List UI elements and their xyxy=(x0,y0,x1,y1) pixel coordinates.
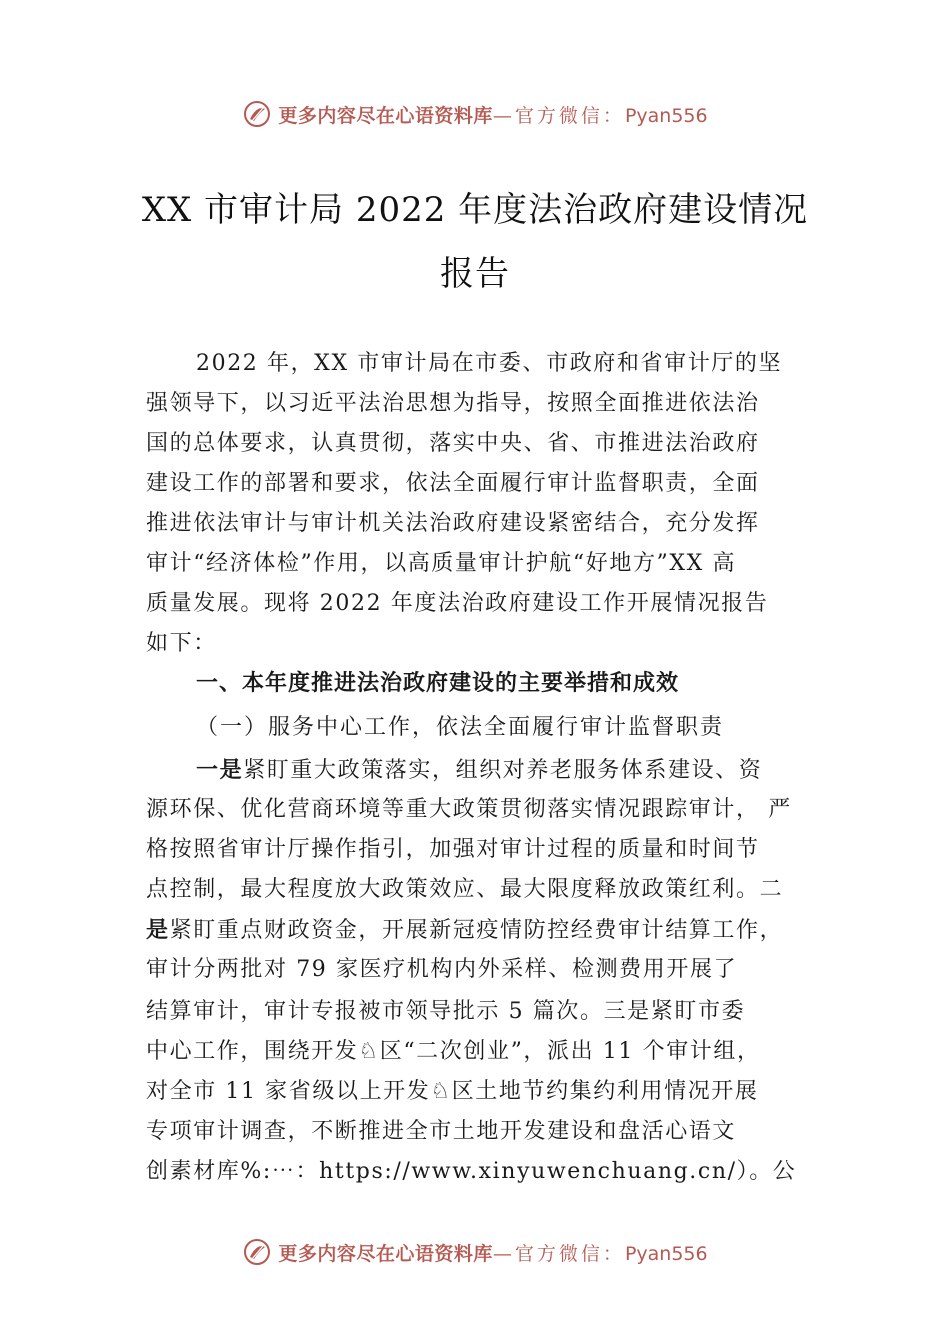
watermark-footer xyxy=(0,1232,950,1272)
subsection-heading: （一）服务中心工作，依法全面履行审计监督职责 xyxy=(196,715,725,740)
section-heading: 一、本年度推进法治政府建设的主要举措和成效 xyxy=(196,671,680,696)
paragraph-line: 专项审计调查，不断推进全市土地开发建设和盘活心语文 xyxy=(146,1119,737,1144)
paragraph-line: 2022 年，XX 市审计局在市委、市政府和省审计厅的坚 xyxy=(196,351,783,376)
watermark-sub: —官方微信： xyxy=(492,1242,625,1265)
document-title-line1: XX 市审计局 2022 年度法治政府建设情况 xyxy=(141,190,809,230)
paragraph-line: 如下： xyxy=(146,631,217,656)
watermark-main: 更多内容尽在心语资料库 xyxy=(278,104,493,127)
paragraph-text: 紧盯重大政策落实，组织对养老服务体系建设、资 xyxy=(243,758,763,783)
paragraph-line: 对全市 11 家省级以上开发♘区土地节约集约利用情况开展 xyxy=(146,1079,759,1104)
paragraph-line: 格按照省审计厅操作指引，加强对审计过程的质量和时间节 xyxy=(146,837,760,862)
paragraph-line: 国的总体要求，认真贯彻，落实中央、省、市推进法治政府 xyxy=(146,431,760,456)
watermark-sub: —官方微信： xyxy=(492,104,625,127)
watermark-main: 更多内容尽在心语资料库 xyxy=(278,1242,493,1265)
watermark-text xyxy=(278,1239,707,1266)
document-title-line2: 报告 xyxy=(440,254,510,294)
paragraph-line: 源环保、优化营商环境等重大政策贯彻落实情况跟踪审计， 严 xyxy=(146,797,792,822)
paragraph-line: 强领导下，以习近平法治思想为指导，按照全面推进依法治 xyxy=(146,391,760,416)
paragraph-line: 结算审计，审计专报被市领导批示 5 篇次。三是紧盯市委 xyxy=(146,999,746,1024)
paragraph-line: 创素材库%:⋯：https://www.xinyuwenchuang.cn/）。公 xyxy=(146,1159,797,1184)
logo-icon xyxy=(242,99,272,129)
watermark-header xyxy=(0,94,950,134)
paragraph-text: 紧盯重点财政资金，开展新冠疫情防控经费审计结算工作， xyxy=(169,918,784,943)
paragraph-line: 推进依法审计与审计机关法治政府建设紧密结合，充分发挥 xyxy=(146,511,760,536)
paragraph-line: 建设工作的部署和要求，依法全面履行审计监督职责，全面 xyxy=(146,471,760,496)
paragraph-line: 审计分两批对 79 家医疗机构内外采样、检测费用开展了 xyxy=(146,957,738,982)
watermark-text xyxy=(278,101,707,128)
paragraph-line xyxy=(196,750,806,790)
paragraph-line: 点控制，最大程度放大政策效应、最大限度释放政策红利。二 xyxy=(146,877,784,902)
emphasis-text: 一是 xyxy=(196,757,244,783)
logo-icon xyxy=(242,1237,272,1267)
paragraph-line: 审计“经济体检”作用，以高质量审计护航“好地方”XX 高 xyxy=(146,551,737,576)
paragraph-line xyxy=(146,910,806,950)
paragraph-line: 质量发展。现将 2022 年度法治政府建设工作开展情况报告 xyxy=(146,591,769,616)
emphasis-text: 是 xyxy=(146,917,170,943)
watermark-id: Pyan556 xyxy=(624,1242,708,1265)
watermark-id: Pyan556 xyxy=(624,104,708,127)
paragraph-line: 中心工作，围绕开发♘区“二次创业”，派出 11 个审计组， xyxy=(146,1039,761,1064)
